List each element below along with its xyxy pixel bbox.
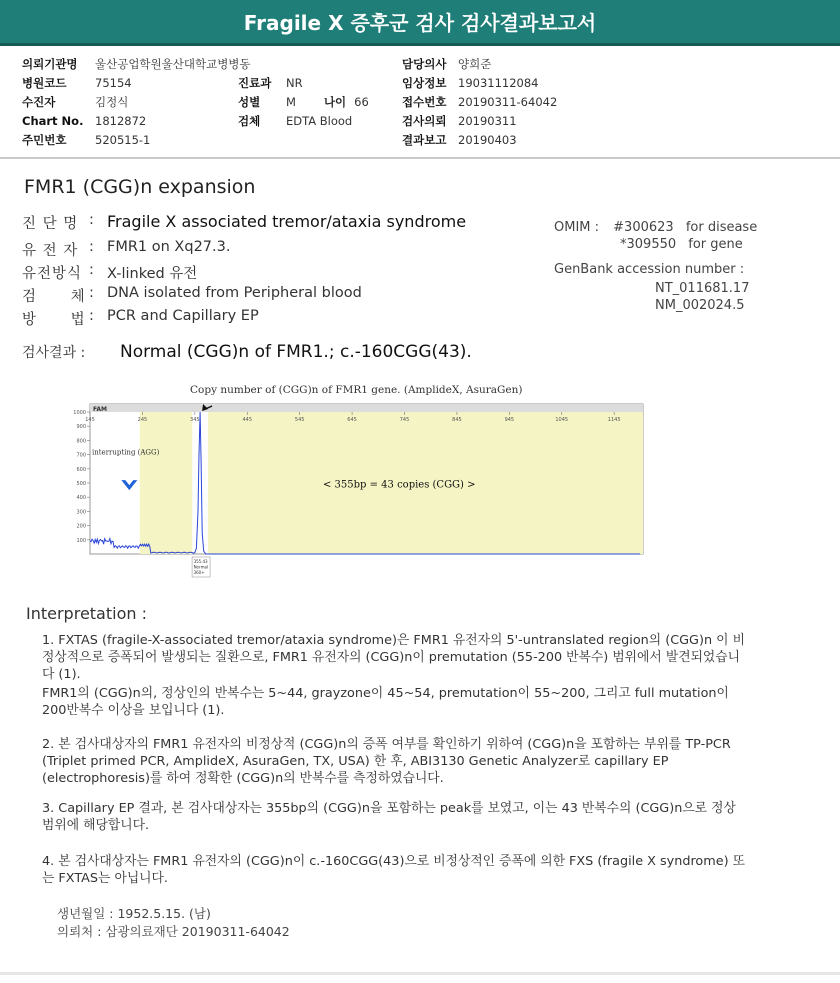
report-body bbox=[0, 164, 840, 972]
info-row bbox=[402, 93, 557, 112]
omim-disease-row bbox=[554, 220, 757, 235]
interpretation-p2: 2. 본 검사대상자의 FMR1 유전자의 비정상적 (CGG)n의 증폭 여부를 확인하기 위하여 (CGG)n을 포함하는 부위를 TP-PCR (Triplet primed PCR, AmplideX, AsuraGen, TX, USA) 한 후, ABI3130 Genetic Analyzer로 capillary EP (electrophoresis)를 하여 정확한 (CGG)n의 반복수를 측정하였습니다. bbox=[42, 737, 731, 786]
specimen-value: EDTA Blood bbox=[286, 114, 353, 128]
inheritance-row bbox=[22, 262, 197, 283]
info-left-column bbox=[22, 55, 251, 150]
info-middle-column bbox=[238, 74, 369, 131]
x-tick-label: 545 bbox=[294, 417, 305, 423]
info-key: 병원코드 bbox=[22, 76, 67, 90]
y-tick-label: 700 bbox=[76, 452, 86, 459]
peak-label-line: Normal bbox=[193, 564, 209, 570]
interpretation-p3: 3. Capillary EP 결과, 본 검사대상자는 355bp의 (CGG)n을 포함하는 peak를 보였고, 이는 43 반복수의 (CGG)n으로 정상범위에 해당합니다. bbox=[42, 801, 736, 833]
footer-birth: 생년월일 : 1952.5.15. (남) bbox=[57, 906, 211, 921]
colon: : bbox=[89, 308, 94, 324]
sex-key: 성별 bbox=[238, 95, 261, 109]
gene-row bbox=[22, 239, 230, 260]
divider bbox=[0, 157, 840, 159]
chart-header-strip bbox=[90, 404, 643, 412]
interpretation-title: Interpretation : bbox=[26, 604, 147, 623]
electropherogram-chart bbox=[0, 400, 840, 600]
peak-label-line: 360+ bbox=[193, 570, 205, 575]
dept-value: NR bbox=[286, 76, 303, 90]
panel-label: FAM bbox=[93, 406, 108, 413]
interpretation-p1a: 1. FXTAS (fragile-X-associated tremor/ataxia syndrome)은 FMR1 유전자의 5'-untranslated region의 (CGG)n 이 비정상적으로 증폭되어 발생되는 질환으로, FMR1 유전자의 (CGG)n이 premutation (55-200 반복수) 범위에서 발견되었습니다 (1). bbox=[42, 633, 745, 682]
genbank-id-1: NT_011681.17 bbox=[655, 281, 750, 296]
genbank-label: GenBank accession number : bbox=[554, 262, 745, 277]
x-tick-label: 745 bbox=[399, 417, 410, 423]
age-value: 66 bbox=[354, 95, 369, 109]
report-title-bar bbox=[0, 0, 840, 46]
colon: : bbox=[89, 285, 94, 301]
omim-disease-note: for disease bbox=[685, 220, 758, 235]
x-tick-label: 445 bbox=[242, 417, 253, 423]
x-tick-label: 245 bbox=[137, 417, 148, 423]
peak-label-line: 355.43 bbox=[193, 559, 208, 564]
info-row bbox=[238, 112, 369, 131]
info-row bbox=[22, 55, 251, 74]
inheritance-value: X-linked 유전 bbox=[107, 266, 198, 282]
x-tick-label: 1145 bbox=[607, 417, 621, 423]
x-tick-label: 145 bbox=[85, 417, 95, 423]
x-tick-label: 945 bbox=[504, 417, 515, 423]
age-key: 나이 bbox=[323, 95, 347, 109]
diagnosis-value: Fragile X associated tremor/ataxia syndrome bbox=[107, 212, 467, 231]
info-row bbox=[402, 74, 557, 93]
shaded-range-interrupting bbox=[137, 412, 192, 554]
omim-gene-row bbox=[620, 237, 743, 252]
interrupting-annotation: interrupting (AGG) bbox=[92, 448, 160, 457]
diagnosis-row bbox=[22, 212, 466, 233]
info-value: 20190311-64042 bbox=[458, 95, 558, 109]
info-value: 울산공업학원울산대학교병병동 bbox=[95, 57, 251, 71]
result-key: 검사결과 : bbox=[22, 345, 86, 361]
y-tick-label: 900 bbox=[76, 424, 86, 431]
genbank-id-2: NM_002024.5 bbox=[655, 298, 745, 313]
info-row bbox=[22, 74, 251, 93]
specimen-value: DNA isolated from Peripheral blood bbox=[107, 285, 362, 301]
info-key: 주민번호 bbox=[22, 133, 67, 147]
y-tick-label: 800 bbox=[76, 438, 86, 445]
info-value: 75154 bbox=[95, 76, 132, 90]
gene-key: 유 전 자 bbox=[22, 243, 79, 259]
method-key: 방 법 bbox=[22, 312, 86, 328]
colon: : bbox=[89, 239, 94, 255]
omim-label: OMIM : bbox=[554, 220, 600, 235]
y-tick-label: 600 bbox=[76, 466, 86, 473]
result-row bbox=[22, 342, 472, 362]
info-key: 결과보고 bbox=[402, 133, 447, 147]
y-tick-label: 100 bbox=[76, 537, 86, 544]
main-annotation: < 355bp = 43 copies (CGG) > bbox=[322, 479, 476, 491]
gene-value: FMR1 on Xq27.3. bbox=[107, 239, 231, 255]
test-title: FMR1 (CGG)n expansion bbox=[24, 176, 256, 198]
info-key: 담당의사 bbox=[402, 57, 447, 71]
info-value: 양희준 bbox=[458, 57, 492, 71]
colon: : bbox=[89, 212, 94, 228]
info-key: 접수번호 bbox=[402, 95, 447, 109]
info-value: 520515-1 bbox=[95, 133, 151, 147]
sex-value: M bbox=[286, 95, 296, 109]
info-value: 1812872 bbox=[95, 114, 147, 128]
footer-requester: 의뢰처 : 삼광의료재단 20190311-64042 bbox=[57, 924, 290, 939]
specimen-key: 검체 bbox=[238, 114, 261, 128]
x-tick-label: 345 bbox=[190, 417, 200, 423]
method-row bbox=[22, 308, 259, 329]
info-key: 검사의뢰 bbox=[402, 114, 447, 128]
info-value: 20190311 bbox=[458, 114, 517, 128]
info-row bbox=[402, 131, 557, 150]
report-title: Fragile X 증후군 검사 검사결과보고서 bbox=[243, 11, 597, 35]
info-row bbox=[238, 93, 369, 112]
info-row bbox=[402, 55, 557, 74]
omim-disease-id: #300623 bbox=[613, 220, 674, 235]
omim-gene-note: for gene bbox=[688, 237, 743, 252]
diagnosis-key: 진 단 명 bbox=[22, 216, 79, 232]
dept-key: 진료과 bbox=[238, 76, 272, 90]
interpretation-p1b: FMR1의 (CGG)n의, 정상인의 반복수는 5~44, grayzone이 45~54, premutation이 55~200, 그리고 full mutation이 200반복수 이상을 보입니다 (1). bbox=[42, 686, 729, 718]
x-tick-label: 645 bbox=[347, 417, 357, 423]
info-value: 19031112084 bbox=[458, 76, 539, 90]
x-tick-label: 1045 bbox=[555, 417, 569, 423]
specimen-row bbox=[22, 285, 362, 306]
chart-title: Copy number of (CGG)n of FMR1 gene. (AmplideX, AsuraGen) bbox=[190, 384, 523, 396]
y-tick-label: 300 bbox=[76, 509, 86, 516]
y-tick-label: 200 bbox=[76, 523, 86, 530]
info-row bbox=[22, 112, 251, 131]
info-right-column bbox=[402, 55, 557, 150]
info-key: 의뢰기관명 bbox=[22, 57, 78, 71]
omim-gene-id: *309550 bbox=[620, 237, 677, 252]
x-tick-label: 845 bbox=[452, 417, 462, 423]
info-row bbox=[22, 93, 251, 112]
y-tick-label: 400 bbox=[76, 495, 86, 502]
result-value: Normal (CGG)n of FMR1.; c.-160CGG(43). bbox=[120, 342, 472, 362]
colon: : bbox=[89, 262, 94, 278]
y-tick-label: 500 bbox=[76, 481, 86, 487]
bottom-divider bbox=[0, 972, 840, 975]
specimen-key: 검 체 bbox=[22, 289, 86, 305]
info-key: 수진자 bbox=[22, 95, 56, 109]
info-key: Chart No. bbox=[22, 114, 84, 128]
info-value: 김정식 bbox=[95, 95, 129, 109]
method-value: PCR and Capillary EP bbox=[107, 308, 259, 324]
info-key: 임상정보 bbox=[402, 76, 447, 90]
info-row bbox=[402, 112, 557, 131]
info-value: 20190403 bbox=[458, 133, 517, 147]
y-tick-label: 1000 bbox=[73, 410, 86, 416]
inheritance-key: 유전방식 bbox=[22, 266, 83, 282]
interpretation-p4: 4. 본 검사대상자는 FMR1 유전자의 (CGG)n이 c.-160CGG(43)으로 비정상적인 증폭에 의한 FXS (fragile X syndrome) 또는 FXTAS는 아닙니다. bbox=[42, 854, 746, 886]
info-row bbox=[22, 131, 251, 150]
info-row bbox=[238, 74, 369, 93]
